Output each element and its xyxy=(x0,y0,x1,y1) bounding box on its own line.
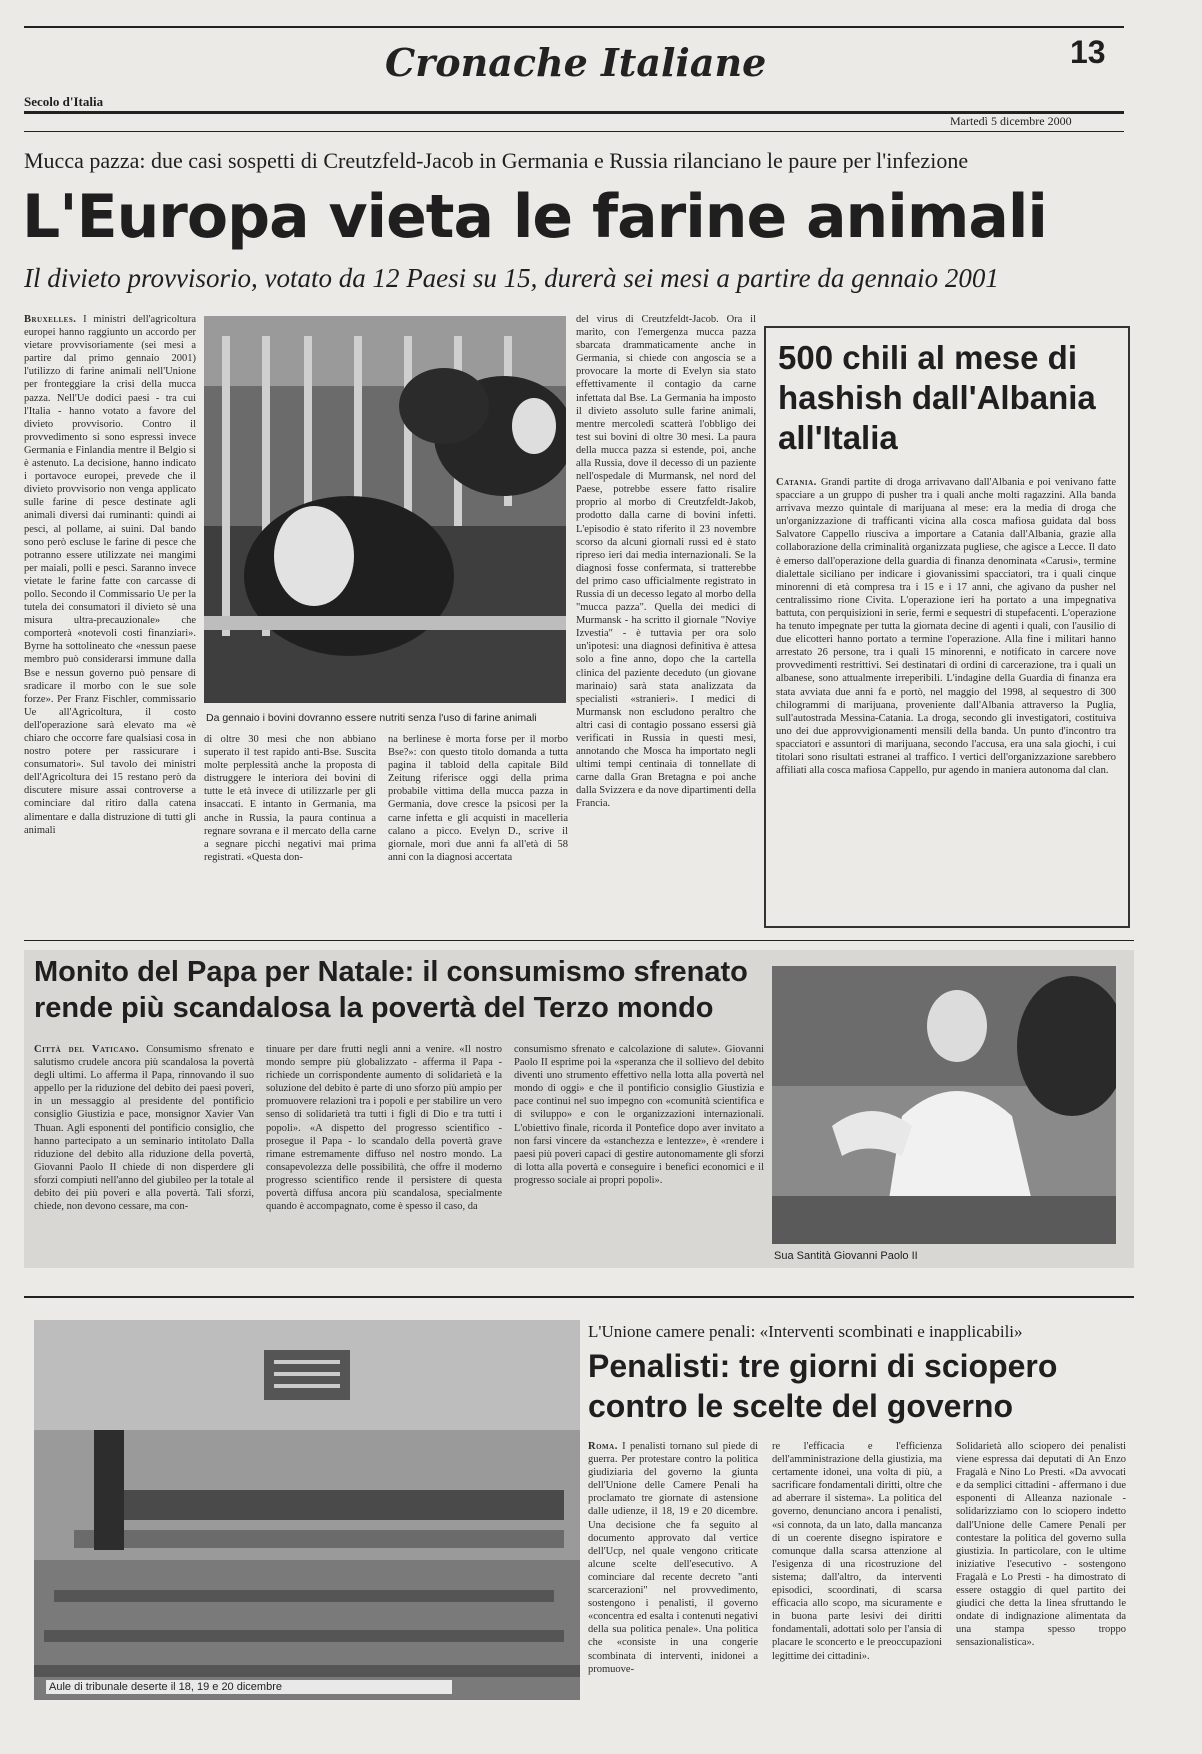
papa-text-1: Consumismo sfrenato e salutismo crudele ancora più scandalosa la povertà degli ultimi. Lo afferma il Papa, rinnovando il suo appello per la riduzione del debito dei paesi poveri, in un messaggio al presidente del pontificio consiglio Giustizia e pace, monsignor Xavier Van Thuan. Agli esponenti del pontificio consiglio, che hanno partecipato a un seminario intitolato Dalla riduzione del debito alla riduzione della povertà, Giovanni Paolo II chiede di non disperdere gli sforzi compiuti nell'anno del giubileo per la totale al debito dei più poveri e alla povertà. Tali sforzi, chiede, non devono cessare, ma con- xyxy=(34,1044,254,1213)
newspaper-name: Secolo d'Italia xyxy=(24,94,104,109)
papa-headline: Monito del Papa per Natale: il consumismo sfrenato rende più scandalosa la povertà del Terzo mondo xyxy=(34,956,748,1024)
penalisti-column-3: Solidarietà allo sciopero dei penalisti viene espressa dai deputati di An Enzo Fragalà e Nino Lo Presti. «Da avvocati e da semplici cittadini - affermano i due esponenti di Alleanza nazionale - solidarizziamo con lo sciopero indetto dall'Unione delle Camere Penali per contestare la politica del governo sulla giustizia. In particolare, con le ultime iniziative l'esecutivo - sostengono Fragalà e Lo Presti - ha dimostrato di essere ostaggio di quel partito dei giudici che detta la linea sfruttando le ondate di indignazione alimentata da una stampa spesso troppo sensazionalistica». xyxy=(956,1441,1126,1649)
hashish-text: Grandi partite di droga arrivavano dall'Albania e poi venivano fatte spacciare a un gruppo di pusher tra i quali anche molti ragazzini. Alla banda arrivava mezzo quintale di marijuana al mese: era la media di droga che un'organizzazione di trafficanti vicina alla cosca mafiosa guidata dal boss Salvatore Cappello riusciva a importare a Catania dall'Albania, grazie alla collaborazione della criminalità organizzata pugliese, che agisce a Lecce. Il dato è emerso dall'operazione della guardia di finanza denominata «Carusi», termine dialettale siciliano per indicare i giovanissimi spacciatori, tra i quali cinque minorenni di età compresa tra i 15 e i 17 anni, che agivano da pusher nel centralissimo rione Civita. L'operazione ieri ha portato a una impegnativa battuta, con perquisizioni in serie, fermi e sequestri di stupefacenti. L'operazione ha tenuto impegnate per tutta la giornata decine di agenti i quali, con l'ausilio di due elicotteri hanno portato a termine l'operazione. Alla fine i militari hanno arrestato 26 persone, tra i quali 15 minorenni, e notificato in carcere nove provvedimenti restrittivi. Sei destinatari di ordini di carcerazione, tra i quali un albanese, sono attualmente irreperibili. L'indagine della Guardia di finanza era stata avviata due anni fa e portò, nel maggio del 1998, al sequestro di 300 chilogrammi di marijuana, proveniente dall'Albania attraverso la Puglia, sull'autostrada Messina-Catania. La droga, secondo gli investigatori, costituiva uno dei due approvvigionamenti mensili della banda. Un punto d'incontro tra spacciatori e assuntori di marijuana, secondo l'accusa, era una sala giochi, i cui titolari sono risultati estranei al traffico. I vertici dell'organizzazione sarebbero affiliati alla cosca mafiosa Cappello, pur agendo in maniera autonoma dal clan. xyxy=(776,477,1116,777)
hashish-body xyxy=(776,476,1116,916)
lead-headline: L'Europa vieta le farine animali xyxy=(22,182,1047,252)
penalisti-photo-caption: Aule di tribunale deserte il 18, 19 e 20 dicembre xyxy=(46,1680,452,1694)
penalisti-column-2: re l'efficacia e l'efficienza dell'amministrazione della giustizia, ma certamente idonei, una volta di più, a sacrificare fondamentali diritti, oltre che ad aberrare il sistema». La politica del governo, denunciano ancora i penalisti, «si connota, da un lato, dalla mancanza di un coerente disegno ispiratore e comunque dalla scarsa attenzione al l'esigenza di una ricostruzione del sistema; dall'altro, da interventi episodici, scoordinati, di scarsa efficacia allo scopo, ma sicuramente e in buona parte lesivi dei diritti fondamentali, adottati solo per l'ansia di placare le sconcerto e le preoccupazioni legittime dei cittadini». xyxy=(772,1441,942,1662)
penalisti-headline: Penalisti: tre giorni di sciopero contro le scelte del governo xyxy=(588,1348,1058,1424)
papa-column-1 xyxy=(34,1043,254,1263)
papa-column-2: tinuare per dare frutti negli anni a venire. «Il nostro mondo sempre più globalizzato - afferma il Papa - richiede un corrispondente aumento di solidarietà e la soluzione del debito è parte di uno sforzo più ampio per promuovere relazioni tra i popoli e per stabilire un vero senso di solidarietà tra tutti i figli di Dio e tra tutti i popoli». «A dispetto del progresso scientifico - prosegue il Papa - lo scandalo della povertà grave rimane estremamente diffuso nel nostro mondo. La consapevolezza delle possibilità, che offre il moderno progresso scientifico rende il persistere di questa povertà diffusa ancora più scandalosa, specialmente quando è accompagnato, come è spesso il caso, da xyxy=(266,1044,502,1213)
lead-place: Bruxelles. xyxy=(24,314,77,325)
hashish-place: Catania. xyxy=(776,477,817,488)
page-number: 13 xyxy=(1070,34,1106,70)
hashish-box xyxy=(764,326,1130,928)
papa-photo xyxy=(772,966,1116,1244)
lead-column-3: na berlinese è morta forse per il morbo Bse?»: con questo titolo domanda a tutta pagina il tabloid della capitale Bild Zeitung riferisce oggi della prima probabile vittima della mucca pazza in Germania, dove cresce la psicosi per la carne infetta e gli acquisti in macelleria calano a picco. Evelyn D., scrive il giornale, morì due anni fa all'età di 58 anni con la diagnosi accertata xyxy=(388,734,568,863)
lead-column-1 xyxy=(24,313,196,923)
penalisti-kicker: L'Unione camere penali: «Interventi scombinati e inapplicabili» xyxy=(588,1322,1023,1341)
lead-column-2: di oltre 30 mesi che non abbiano superato il test rapido anti-Bse. Suscita molte perplessità anche la proposta di distruggere le interiora dei bovini di tutte le età invece di utilizzarle per gli insaccati. E intanto in Germania, ma anche in Russia, la paura continua a regnare sovrana e il mercato della carne a segnare picchi negativi mai prima registrati. «Questa don- xyxy=(204,734,376,863)
papa-place: Città del Vaticano. xyxy=(34,1044,140,1055)
lead-text-1: I ministri dell'agricoltura europei hanno raggiunto un accordo per vietare provvisoriamente (sei mesi a partire dal primo gennaio 2001) l'utilizzo di farine animali nell'Unione per fronteggiare la crisi della mucca pazza. Nell'Ue dodici paesi - tra cui l'Italia - hanno votato a favore del divieto provvisorio. Contro il provvedimento si sono espressi invece Germania e Finlandia mentre il Belgio si è astenuto. La decisione, hanno indicato i portavoce europei, prevede che il divieto provvisorio non venga applicato sulle farine di pesce destinate agli animali diversi dai ruminanti: quindi ai pesci, al pollame, ai suini. Dal bando sono però escluse le farine di pesce che potranno essere utilizzate nei mangimi per maiali, polli e pesci. Saranno invece vietate le farine fatte con carcasse di pollo. Secondo il Commissario Ue per la tutela dei consumatori il divieto sè una misura ultra-precauzionale» che comporterà «notevoli costi finanziari». Byrne ha sottolineato che «nessun paese membro può considerarsi immune dalla Bse e nessun governo può pensare di sradicare il morbo con le sue sole forze». Per Franz Fischler, commissario Ue all'Agricoltura, il costo dell'operazione sarà elevato ma «è chiaro che occorre fare qualsiasi cosa in nostro potere per rassicurare i consumatori». Sul tavolo dei ministri dell'Agricoltura dei 15 restano però da discutere misure assai controverse a cominciare dal ritiro dalla catena alimentare e dalla distruzione di tutti gli animali xyxy=(24,314,196,836)
papa-photo-caption: Sua Santità Giovanni Paolo II xyxy=(774,1250,918,1262)
lead-photo-cows xyxy=(204,316,566,703)
penalisti-column-1 xyxy=(588,1440,758,1702)
penalisti-place: Roma. xyxy=(588,1441,618,1452)
issue-date: Martedì 5 dicembre 2000 xyxy=(950,114,1072,128)
papa-column-3: consumismo sfrenato e calcolazione di salute». Giovanni Paolo II esprime poi la «speranza che il sollievo del debito diventi uno strumento effettivo nella lotta alla povertà nel mondo di oggi» e che il pontificio consiglio Giustizia e pace continui nel suo impegno con «comunità scientifica e di sviluppo» e con le organizzazioni internazionali. L'obiettivo finale, ricorda il Pontefice dopo aver invitato a non farsi vincere da «stanchezza e lentezze», è «rendere i paesi più poveri capaci di gestire autonomamente gli sforzi di lotta alla povertà e conseguire i benefici economici e il progresso sociale ai propri popoli». xyxy=(514,1044,764,1186)
penalisti-text-1: I penalisti tornano sul piede di guerra. Per protestare contro la politica giudiziaria del governo la giunta dell'Unione delle Camere Penali ha proclamato tre giornate di astensione dalle udienze, il 18, 19 e 20 dicembre. Una decisione che fa seguito al documento approvato dal vertice dell'Ucp, nel quale vengono criticate alcune scelte dell'esecutivo. A cominciare dal recente decreto "anti scarcerazioni" nel provvedimento, sostengono i penalisti, il governo «concentra ed esalta i contenuti negativi della sua politica penale». Una politica che «consiste in una congerie scombinata di interventi, inidonei a promuove- xyxy=(588,1441,758,1675)
lead-photo-caption: Da gennaio i bovini dovranno essere nutriti senza l'uso di farine animali xyxy=(206,712,537,724)
lead-kicker: Mucca pazza: due casi sospetti di Creutzfeld-Jacob in Germania e Russia rilanciano le paure per l'infezione xyxy=(24,148,969,173)
section-title: Cronache Italiane xyxy=(385,40,767,85)
lead-subheadline: Il divieto provvisorio, votato da 12 Paesi su 15, durerà sei mesi a partire da gennaio 2001 xyxy=(24,263,999,293)
lead-column-4: del virus di Creutzfeldt-Jacob. Ora il marito, con l'emergenza mucca pazza sbarcata drammaticamente anche in Germania, si chiede con angoscia se a provocare la morte di Evelyn sia stato effettivamente il contagio da carne infettata dal Bse. La Germania ha imposto il divieto assoluto sulle farine animali, mentre mercoledì scatterà l'obbligo dei test sui bovini di oltre 30 mesi. La paura della mucca pazza si estende, poi, anche alla Russia, dove il decesso di un paziente nell'ospedale di Murmansk, nel nord del Paese, potrebbe essere fatto risalire proprio al morbo di Creutzfeldt-Jakob, prodotto dalla carne di bovini infetti. L'episodio è stato riferito il 23 novembre scorso da alcuni giornali russi ed è stato ripreso ieri dai media internazionali. Se la diagnosi fosse confermata, si tratterebbe del primo caso ufficialmente registrato in Russia di un decesso legato al morbo della "mucca pazza". Quella dei medici di Murmansk - ha scritto il giornale "Noviye Izvestia" - è tuttavia per ora solo un'ipotesi: una diagnosi definitiva è attesa solo a fine anno, dopo che la cartella clinica del paziente deceduto (un giovane marinaio) sarà stata analizzata da specialisti «stranieri». I medici di Murmansk non escludono peraltro che altri casi di contagio possano essersi già verificati in Russia in questi mesi, annotando che Mosca ha importato negli ultimi tempi centinaia di tonnellate di carne dalla Gran Bretagna e poi anche dalla Svizzera e da nove dipartimenti della Francia. xyxy=(576,314,756,810)
penalisti-photo xyxy=(34,1320,580,1700)
hashish-headline: 500 chili al mese di hashish dall'Albania all'Italia xyxy=(778,339,1096,456)
